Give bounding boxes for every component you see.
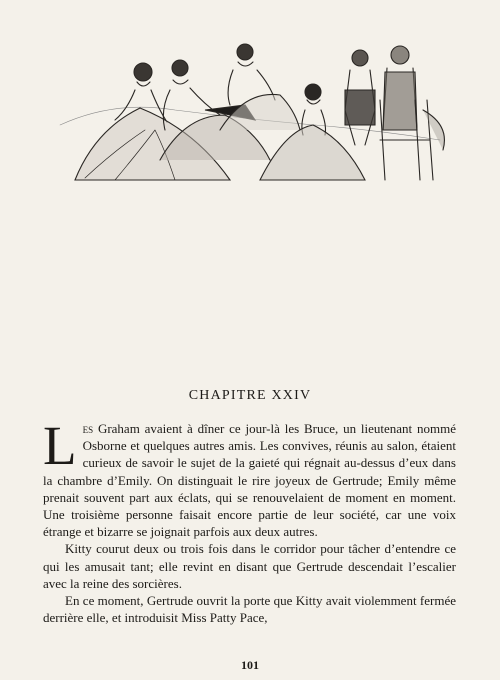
paragraph-1-text: Graham avaient à dîner ce jour-là les Bruce, un lieutenant nommé Osborne et quelques autres amis. Les convives, réunis au salon, étaient curieux de savoir le sujet de la gaieté qui régnait au-dessus d’eux dans la chambre d’Emily. On distinguait le rire joyeux de Gertrude; Emily même prenait souvent part aux éclats, qui se renouvelaient de moment en moment. Une troisième personne faisait encore partie de leur société, car une voix étrange et bizarre se joignait parfois aux deux autres. bbox=[43, 421, 456, 540]
chapter-title: CHAPITRE XXIV bbox=[188, 388, 312, 403]
paragraph-1 bbox=[43, 415, 456, 540]
page-number: 101 bbox=[241, 658, 259, 672]
salon-sketch bbox=[55, 30, 445, 190]
salon-illustration bbox=[55, 30, 445, 190]
paragraph-3: En ce moment, Gertrude ouvrit la porte que Kitty avait violemment fermée derrière elle, et introduisit Miss Patty Pace, bbox=[43, 593, 456, 626]
drop-cap: L bbox=[43, 415, 77, 476]
chapter-body bbox=[43, 415, 456, 626]
paragraph-2: Kitty courut deux ou trois fois dans le corridor pour tâcher d’entendre ce qui les amusait tant; elle revint en disant que Gertrude descendait l’escalier avec la reine des sorcières. bbox=[43, 541, 456, 591]
first-word-rest: es bbox=[82, 421, 94, 436]
